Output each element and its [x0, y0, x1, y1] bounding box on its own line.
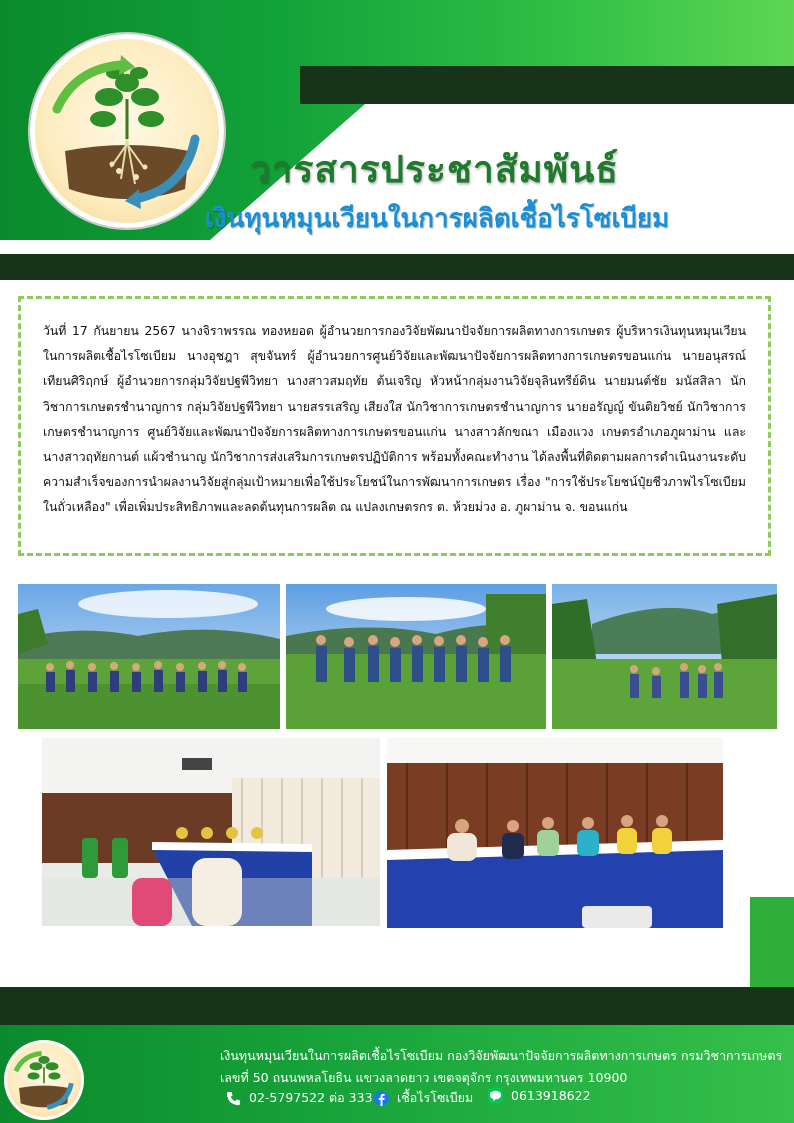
- field-photo-icon: [552, 584, 777, 729]
- footer-organization: เงินทุนหมุนเวียนในการผลิตเชื้อไรโซเบียม กองวิจัยพัฒนาปัจจัยการผลิตทางการเกษตร กรมวิชาการเกษตร: [220, 1048, 783, 1063]
- photo-meeting-1: [42, 738, 380, 926]
- photo-meeting-2: [387, 738, 723, 928]
- facebook-icon: [374, 1091, 389, 1106]
- meeting-photo-icon: [42, 738, 380, 926]
- line-id: 0613918622: [511, 1088, 591, 1103]
- footer-dark-band: [0, 987, 794, 1025]
- photo-field-1: [18, 584, 280, 729]
- contact-line[interactable]: [488, 1088, 591, 1103]
- photo-field-3: [552, 584, 777, 729]
- header-logo: [30, 34, 224, 228]
- field-photo-icon: [286, 584, 546, 729]
- page-title: วารสารประชาสัมพันธ์: [250, 148, 620, 191]
- contact-facebook[interactable]: [374, 1088, 473, 1108]
- logo-emblem-icon: [7, 1043, 81, 1117]
- meeting-photo-icon: [387, 738, 723, 928]
- page-subtitle: เงินทุนหมุนเวียนในการผลิตเชื้อไรโซเบียม: [205, 204, 670, 234]
- article-box: [18, 296, 771, 556]
- footer-address: เลขที่ 50 ถนนพหลโยธิน แขวงลาดยาว เขตจตุจักร กรุงเทพมหานคร 10900: [220, 1070, 628, 1085]
- phone-number: 02-5797522 ต่อ 333: [249, 1090, 373, 1105]
- side-accent-bar: [750, 897, 794, 987]
- field-photo-icon: [18, 584, 280, 729]
- facebook-name: เชื้อไรโซเบียม: [397, 1090, 474, 1105]
- phone-icon: [226, 1091, 241, 1106]
- line-app-icon: [488, 1088, 503, 1103]
- article-text: วันที่ 17 กันยายน 2567 นางจิราพรรณ ทองหยอด ผู้อำนวยการกองวิจัยพัฒนาปัจจัยการผลิตทางการเกษตร ผู้บริหารเงินทุนหมุนเวียนในการผลิตเชื้อไรโซเบียม นางอุชฎา สุขจันทร์ ผู้อำนวยการศูนย์วิจัยและพัฒนาปัจจัยการผลิตทางการเกษตรขอนแก่น นายอนุสรณ์ เทียนศิริฤกษ์ ผู้อำนวยการกลุ่มวิจัยปฐพีวิทยา นางสาวสมฤทัย ต้นเจริญ หัวหน้ากลุ่มงานวิจัยจุลินทรีย์ดิน นายมนต์ชัย มนัสสิลา นักวิชาการเกษตรชำนาญการ กลุ่มวิจัยปฐพีวิทยา นายสรรเสริญ เสียงใส นักวิชาการเกษตรชำนาญการ นายอรัญญ์ ขันติยวิชย์ นักวิชาการเกษตรชำนาญการ ศูนย์วิจัยและพัฒนาปัจจัยการผลิตทางการเกษตรขอนแก่น นางสาวลักขณา เมืองแวง เกษตรอำเภอภูผาม่าน และนางสาวฤทัยกานต์ แผ้วชำนาญ นักวิชาการส่งเสริมการเกษตรปฏิบัติการ พร้อมทั้งคณะทำงาน ได้ลงพื้นที่ติดตามผลการดำเนินงานระดับความสำเร็จของการนำผลงานวิจัยสู่กลุ่มเป้าหมายเพื่อใช้ประโยชน์ในการพัฒนาการเกษตร เรื่อง "การใช้ประโยชน์ปุ๋ยชีวภาพไรโซเบียมในถั่วเหลือง" เพื่อเพิ่มประสิทธิภาพและลดต้นทุนการผลิต ณ แปลงเกษตรกร ต. ห้วยม่วง อ. ภูผาม่าน จ. ขอนแก่น: [43, 324, 746, 515]
- footer-logo: [4, 1040, 84, 1120]
- header-dark-band: [0, 254, 794, 280]
- logo-emblem-icon: [35, 39, 219, 223]
- contact-phone: [226, 1088, 373, 1108]
- photo-field-2: [286, 584, 546, 729]
